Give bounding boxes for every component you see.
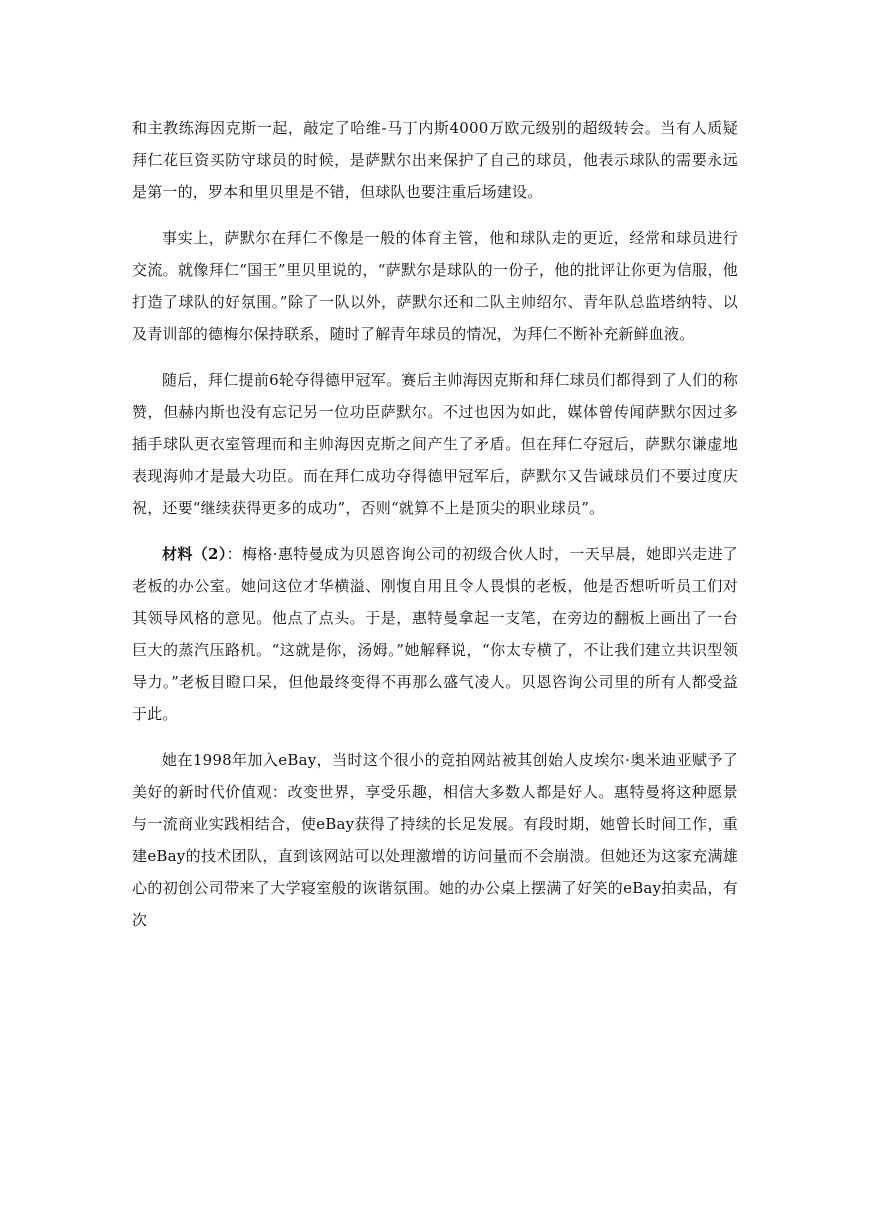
paragraph-1 — [132, 112, 738, 208]
paragraph-3 — [132, 364, 738, 524]
paragraph-1-text: 和主教练海因克斯一起，敲定了哈维-马丁内斯4000万欧元级别的超级转会。当有人质疑拜仁花巨资买防守球员的时候，是萨默尔出来保护了自己的球员，他表示球队的需要永远是第一的，罗本和里贝里是不错，但球队也要注重后场建设。 — [132, 119, 738, 201]
paragraph-3-text: 随后，拜仁提前6轮夺得德甲冠军。赛后主帅海因克斯和拜仁球员们都得到了人们的称赞，但赫内斯也没有忘记另一位功臣萨默尔。不过也因为如此，媒体曾传闻萨默尔因过多插手球队更衣室管理而和主帅海因克斯之间产生了矛盾。但在拜仁夺冠后，萨默尔谦虚地表现海帅才是最大功臣。而在拜仁成功夺得德甲冠军后，萨默尔又告诫球员们不要过度庆祝，还要“继续获得更多的成功”，否则“就算不上是顶尖的职业球员”。 — [132, 371, 738, 517]
paragraph-2-text: 事实上，萨默尔在拜仁不像是一般的体育主管，他和球队走的更近，经常和球员进行交流。就像拜仁“国王”里贝里说的，“萨默尔是球队的一份子，他的批评让你更为信服，他打造了球队的好氛围。”除了一队以外，萨默尔还和二队主帅绍尔、青年队总监塔纳特、以及青训部的德梅尔保持联系，随时了解青年球员的情况，为拜仁不断补充新鲜血液。 — [132, 229, 738, 343]
paragraph-4 — [132, 538, 738, 730]
paragraph-4-text: ：梅格·惠特曼成为贝恩咨询公司的初级合伙人时，一天早晨，她即兴走进了老板的办公室。她问这位才华横溢、刚愎自用且令人畏惧的老板，他是否想听听员工们对其领导风格的意见。他点了点头。于是，惠特曼拿起一支笔，在旁边的翻板上画出了一台巨大的蒸汽压路机。“这就是你，汤姆。”她解释说，“你太专横了，不让我们建立共识型领导力。”老板目瞪口呆，但他最终变得不再那么盛气凌人。贝恩咨询公司里的所有人都受益于此。 — [132, 545, 739, 723]
document-body — [132, 112, 738, 950]
paragraph-2 — [132, 222, 738, 350]
paragraph-5 — [132, 744, 738, 936]
material-2-label: 材料（2） — [162, 545, 227, 563]
paragraph-5-text: 她在1998年加入eBay，当时这个很小的竞拍网站被其创始人皮埃尔·奥米迪亚赋予了美好的新时代价值观：改变世界，享受乐趣，相信大多数人都是好人。惠特曼将这种愿景与一流商业实践相结合，使eBay获得了持续的长足发展。有段时期，她曾长时间工作，重建eBay的技术团队，直到该网站可以处理激增的访问量而不会崩溃。但她还为这家充满雄心的初创公司带来了大学寝室般的诙谐氛围。她的办公桌上摆满了好笑的eBay拍卖品，有次 — [132, 751, 738, 929]
